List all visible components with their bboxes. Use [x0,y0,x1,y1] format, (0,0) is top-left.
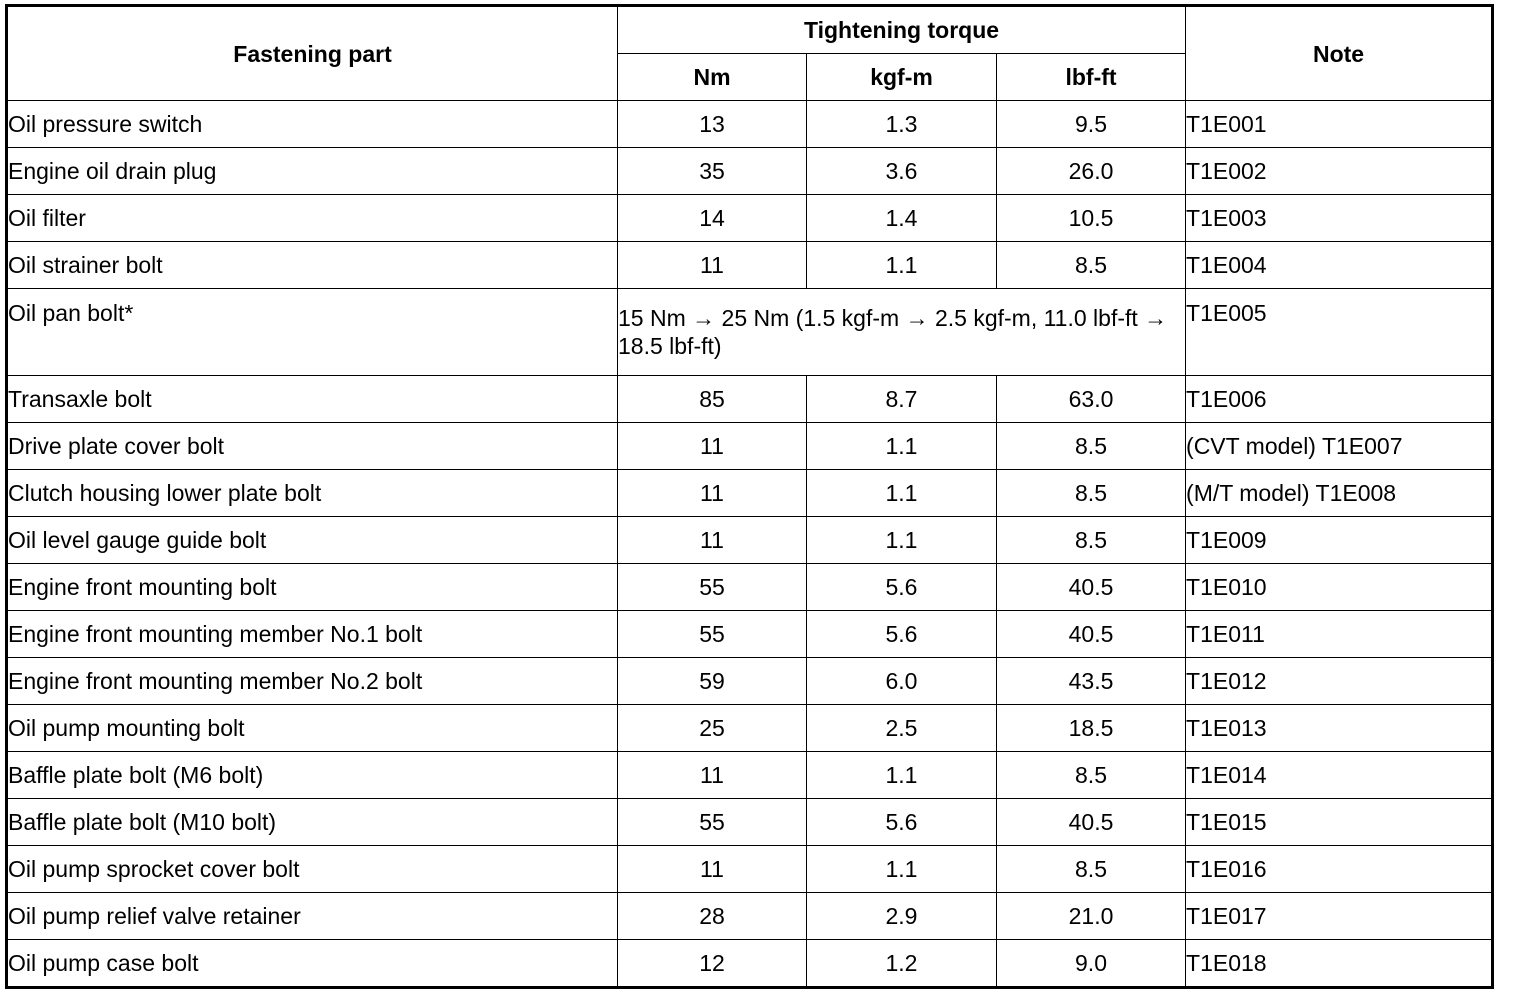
header-note: Note [1186,7,1492,101]
cell-note: T1E004 [1186,242,1492,289]
cell-nm: 14 [618,195,807,242]
cell-part: Baffle plate bolt (M6 bolt) [8,752,618,799]
cell-part: Oil pan bolt* [8,289,618,376]
cell-note: T1E002 [1186,148,1492,195]
cell-nm: 59 [618,658,807,705]
table-row [8,564,1492,611]
cell-lbfft: 10.5 [997,195,1186,242]
cell-lbfft: 8.5 [997,470,1186,517]
cell-lbfft: 8.5 [997,242,1186,289]
cell-kgfm: 1.1 [807,517,997,564]
table-row [8,148,1492,195]
cell-note: T1E010 [1186,564,1492,611]
table-row [8,705,1492,752]
table-row [8,289,1492,376]
cell-note: T1E003 [1186,195,1492,242]
header-fastening-part: Fastening part [8,7,618,101]
cell-kgfm: 1.1 [807,846,997,893]
cell-lbfft: 8.5 [997,423,1186,470]
cell-part: Oil filter [8,195,618,242]
table-row [8,799,1492,846]
cell-lbfft: 9.5 [997,101,1186,148]
table-row [8,752,1492,799]
cell-nm: 11 [618,846,807,893]
cell-part: Oil pump case bolt [8,940,618,987]
cell-kgfm: 2.9 [807,893,997,940]
cell-nm: 35 [618,148,807,195]
table-row [8,940,1492,987]
cell-nm: 85 [618,376,807,423]
cell-lbfft: 26.0 [997,148,1186,195]
cell-note: T1E018 [1186,940,1492,987]
cell-note: T1E001 [1186,101,1492,148]
cell-nm: 11 [618,423,807,470]
table-row [8,470,1492,517]
cell-part: Transaxle bolt [8,376,618,423]
cell-note: T1E011 [1186,611,1492,658]
cell-kgfm: 1.2 [807,940,997,987]
cell-nm: 25 [618,705,807,752]
cell-part: Oil strainer bolt [8,242,618,289]
cell-lbfft: 40.5 [997,611,1186,658]
table-row [8,423,1492,470]
header-kgfm: kgf-m [807,54,997,101]
cell-part: Oil pump relief valve retainer [8,893,618,940]
cell-kgfm: 1.3 [807,101,997,148]
cell-kgfm: 1.1 [807,752,997,799]
cell-lbfft: 9.0 [997,940,1186,987]
cell-note: T1E009 [1186,517,1492,564]
cell-nm: 28 [618,893,807,940]
cell-part: Drive plate cover bolt [8,423,618,470]
table-row [8,195,1492,242]
cell-nm: 12 [618,940,807,987]
cell-kgfm: 2.5 [807,705,997,752]
cell-nm: 55 [618,564,807,611]
cell-note: T1E014 [1186,752,1492,799]
table-row [8,846,1492,893]
cell-nm: 13 [618,101,807,148]
cell-nm: 11 [618,752,807,799]
cell-note: T1E017 [1186,893,1492,940]
cell-kgfm: 3.6 [807,148,997,195]
cell-part: Engine front mounting member No.2 bolt [8,658,618,705]
header-tightening-torque: Tightening torque [618,7,1186,54]
cell-nm: 11 [618,242,807,289]
cell-kgfm: 6.0 [807,658,997,705]
cell-kgfm: 1.1 [807,470,997,517]
cell-lbfft: 8.5 [997,752,1186,799]
cell-lbfft: 40.5 [997,564,1186,611]
cell-nm: 11 [618,517,807,564]
cell-part: Oil pump mounting bolt [8,705,618,752]
cell-nm: 11 [618,470,807,517]
cell-lbfft: 8.5 [997,517,1186,564]
cell-lbfft: 21.0 [997,893,1186,940]
cell-nm: 55 [618,611,807,658]
table-row [8,893,1492,940]
cell-note: T1E005 [1186,289,1492,376]
cell-note: (M/T model) T1E008 [1186,470,1492,517]
table-row [8,517,1492,564]
cell-note: T1E012 [1186,658,1492,705]
cell-note: T1E015 [1186,799,1492,846]
cell-part: Engine front mounting bolt [8,564,618,611]
cell-note: T1E016 [1186,846,1492,893]
cell-note: T1E006 [1186,376,1492,423]
table-row [8,658,1492,705]
table-row [8,376,1492,423]
cell-lbfft: 63.0 [997,376,1186,423]
cell-kgfm: 5.6 [807,611,997,658]
cell-lbfft: 40.5 [997,799,1186,846]
cell-part: Engine oil drain plug [8,148,618,195]
cell-part: Oil level gauge guide bolt [8,517,618,564]
cell-lbfft: 8.5 [997,846,1186,893]
cell-part: Oil pump sprocket cover bolt [8,846,618,893]
cell-kgfm: 1.1 [807,423,997,470]
table-row [8,242,1492,289]
cell-note: (CVT model) T1E007 [1186,423,1492,470]
cell-kgfm: 5.6 [807,564,997,611]
cell-kgfm: 5.6 [807,799,997,846]
header-nm: Nm [618,54,807,101]
cell-kgfm: 8.7 [807,376,997,423]
table-row [8,611,1492,658]
cell-kgfm: 1.4 [807,195,997,242]
cell-nm: 55 [618,799,807,846]
cell-part: Clutch housing lower plate bolt [8,470,618,517]
cell-part: Oil pressure switch [8,101,618,148]
cell-kgfm: 1.1 [807,242,997,289]
cell-lbfft: 18.5 [997,705,1186,752]
header-lbfft: lbf-ft [997,54,1186,101]
cell-merged-torque: 15 Nm → 25 Nm (1.5 kgf-m → 2.5 kgf-m, 11.0 lbf-ft → 18.5 lbf-ft) [618,289,1186,376]
cell-part: Baffle plate bolt (M10 bolt) [8,799,618,846]
cell-part: Engine front mounting member No.1 bolt [8,611,618,658]
cell-lbfft: 43.5 [997,658,1186,705]
cell-note: T1E013 [1186,705,1492,752]
table-row [8,101,1492,148]
torque-spec-table [7,6,1492,987]
